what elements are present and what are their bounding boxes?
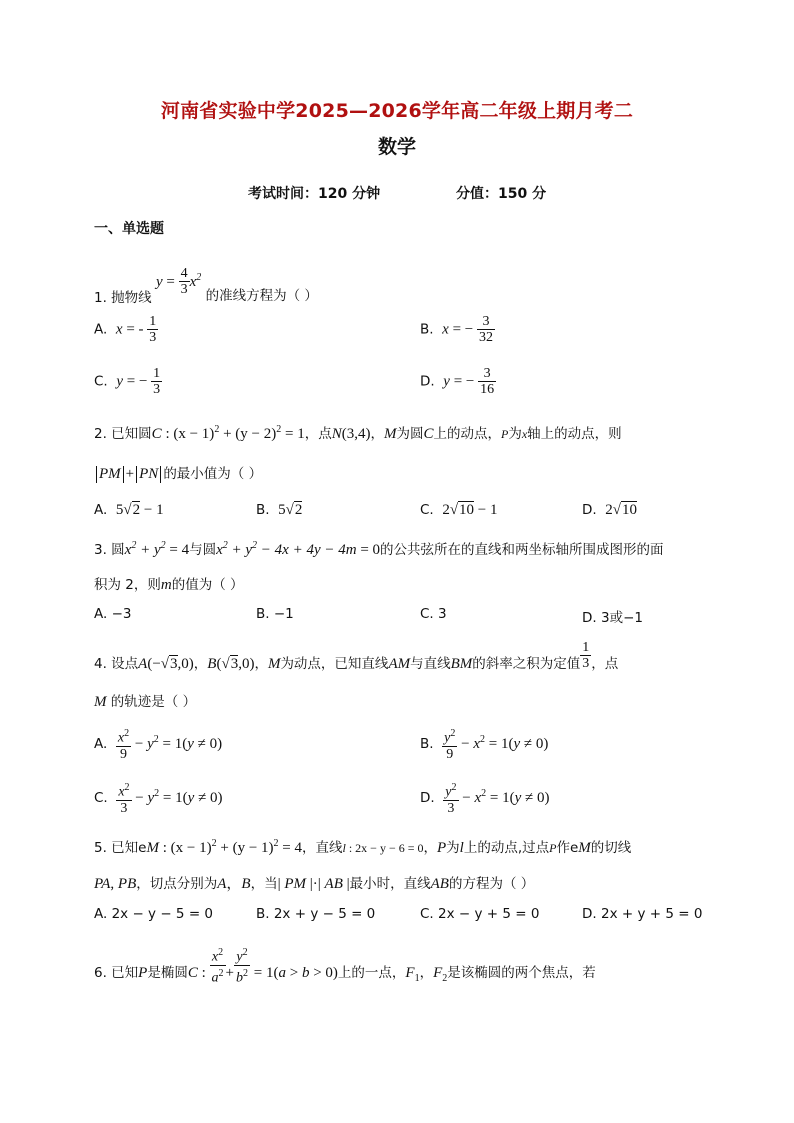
q2-text: 为圆 xyxy=(396,426,424,442)
question-4-line2: M 的轨迹是（ ） xyxy=(94,694,197,710)
q5-text: ，当 xyxy=(250,876,278,892)
option-label: B. xyxy=(420,321,434,338)
q2-text: 为 xyxy=(508,426,522,442)
option-label: B. xyxy=(256,502,270,518)
q5-text: 为 xyxy=(446,840,460,856)
question-1-number: 1. 抛物线 xyxy=(94,289,152,306)
question-1-tail: 的准线方程为（ ） xyxy=(205,287,318,304)
q5-option-d: D. 2x + y + 5 = 0 xyxy=(582,906,703,922)
question-1-formula: y xyxy=(155,273,163,290)
q4-text: ，点 xyxy=(591,655,619,672)
question-5-line2: PA, PB，切点分别为A，B，当| PM |·| AB |最小时，直线AB的方程为（ ） xyxy=(94,876,535,892)
q4-option-c: C. $\frac{x^2}{3}$ − $y^2 = 1(y \ne 0)$ xyxy=(94,782,223,816)
q3-text: 与圆 xyxy=(189,542,217,558)
q5-option-c: C. 2x − y + 5 = 0 xyxy=(420,906,540,922)
q6-text: 上的一点， xyxy=(337,965,406,982)
q4-text: ， xyxy=(193,655,208,672)
q5-text: ，直线 xyxy=(302,840,343,856)
q5-option-b: B. 2x + y − 5 = 0 xyxy=(256,906,376,922)
option-label: C. xyxy=(94,373,108,390)
q4-text: 的轨迹是（ ） xyxy=(110,694,197,710)
option-label: D. xyxy=(582,502,597,518)
option-label: A. xyxy=(94,321,108,338)
q1-option-b: B. x = − $\frac{3}{32}$ xyxy=(420,314,493,345)
q3-option-a: A. −3 xyxy=(94,606,132,622)
question-4: 4. 设点A(−√3,0)，B(√3,0)，M为动点，已知直线AM与直线BM的斜率之积为定值 $\frac{1}{3}$ ，点 xyxy=(94,640,619,672)
exam-subject: 数学 xyxy=(377,136,416,158)
exam-time: 考试时间：120 分钟 xyxy=(248,186,381,202)
option-label: C. xyxy=(94,789,108,806)
q3-option-d: D. 3或−1 xyxy=(582,610,643,626)
q3-option-b: B. −1 xyxy=(256,606,294,622)
option-label: C. xyxy=(420,502,434,518)
exam-title: 河南省实验中学2025—2026学年高二年级上期月考二 xyxy=(160,100,634,122)
question-3: 3. 圆$x^2 + y^2 = 4$与圆$x^2 + y^2 - 4x + 4y - 4m = 0$的公共弦所在的直线和两坐标轴所围成图形的面 xyxy=(94,540,664,558)
q3-text: 的值为（ ） xyxy=(171,577,244,593)
option-label: A. xyxy=(94,502,108,518)
q6-text: ， xyxy=(419,965,434,982)
question-2-line2: PM + PN 的最小值为（ ） xyxy=(94,462,262,483)
question-5: 5. 已知eM : $(x - 1)^2 + (y - 1)^2 = 4$，直线l : 2x − y − 6 = 0，P为l上的动点,过点P作eM的切线 xyxy=(94,838,632,856)
q2-option-b: B. 5√2 xyxy=(256,502,303,518)
q2-text: ， xyxy=(370,426,384,442)
question-6: 6. 已知P是椭圆C : $\frac{x^2}{a^2}$ + $\frac{y^2}{b^2}$ = 1(a > b > 0)上的一点，$F_1$，$F_2$是该椭圆的两个焦点，若 xyxy=(94,947,596,986)
q4-text: 的斜率之积为定值 xyxy=(472,655,581,672)
q5-text: ，切点分别为 xyxy=(136,876,218,892)
section-title: 一、单选题 xyxy=(94,221,164,237)
q5-text: 的切线 xyxy=(590,840,632,856)
question-3-line2: 积为 2，则m的值为（ ） xyxy=(94,577,244,593)
q4-text: ， xyxy=(254,655,268,672)
question-2-number: 2. 已知圆 xyxy=(94,426,152,442)
option-label: A. xyxy=(94,735,108,752)
q5-text: 的方程为（ ） xyxy=(448,876,535,892)
question-6-number: 6. 已知 xyxy=(94,965,139,982)
question-5-number: 5. 已知e xyxy=(94,840,147,856)
q2-option-c: C. 2√10 − 1 xyxy=(420,502,498,518)
question-2: 2. 已知圆C : $(x - 1)^2 + (y - 2)^2 = 1$，点N(3,4)，M为圆C上的动点，P为x轴上的动点，则 xyxy=(94,424,622,442)
question-1: 1. 抛物线 y = $\frac{4}{3}$ $x^2$ 的准线方程为（ ） xyxy=(94,266,318,306)
q4-text: 为动点，已知直线 xyxy=(280,655,389,672)
q5-option-a: A. 2x − y − 5 = 0 xyxy=(94,906,214,922)
q5-text: ， xyxy=(423,840,437,856)
q3-text: 积为 2，则 xyxy=(94,577,161,593)
q1-option-d: D. y = − $\frac{3}{16}$ xyxy=(420,366,495,397)
question-3-number: 3. 圆 xyxy=(94,542,125,558)
q2-text: ，点 xyxy=(304,426,332,442)
option-label: B. xyxy=(420,735,434,752)
q2-option-d: D. 2√10 xyxy=(582,502,638,518)
q2-option-a: A. 5√2 − 1 xyxy=(94,502,164,518)
exam-score: 分值：150 分 xyxy=(456,186,547,202)
option-label: D. xyxy=(420,789,435,806)
q5-text: 最小时，直线 xyxy=(349,876,431,892)
q1-option-c: C. y = − $\frac{1}{3}$ xyxy=(94,366,161,397)
question-4-number: 4. 设点 xyxy=(94,655,139,672)
q4-option-d: D. $\frac{y^2}{3}$ − $x^2 = 1(y \ne 0)$ xyxy=(420,782,550,816)
option-label: D. xyxy=(420,373,435,390)
q6-text: 是该椭圆的两个焦点，若 xyxy=(447,965,596,982)
q2-text: 上的动点， xyxy=(433,426,501,442)
q3-text: 的公共弦所在的直线和两坐标轴所围成图形的面 xyxy=(380,542,664,558)
q2-text: 轴上的动点，则 xyxy=(527,426,622,442)
q2-text: 的最小值为（ ） xyxy=(163,466,263,482)
q5-text: 作e xyxy=(556,840,579,856)
q1-option-a: A. x = - $\frac{1}{3}$ xyxy=(94,314,157,345)
q6-text: 是椭圆 xyxy=(147,965,188,982)
q4-text: 与直线 xyxy=(410,655,451,672)
q3-option-c: C. 3 xyxy=(420,606,447,622)
q4-option-b: B. $\frac{y^2}{9}$ − $x^2 = 1(y \ne 0)$ xyxy=(420,728,549,762)
q5-text: 上的动点,过点 xyxy=(463,840,550,856)
q4-option-a: A. $\frac{x^2}{9}$ − $y^2 = 1(y \ne 0)$ xyxy=(94,728,223,762)
